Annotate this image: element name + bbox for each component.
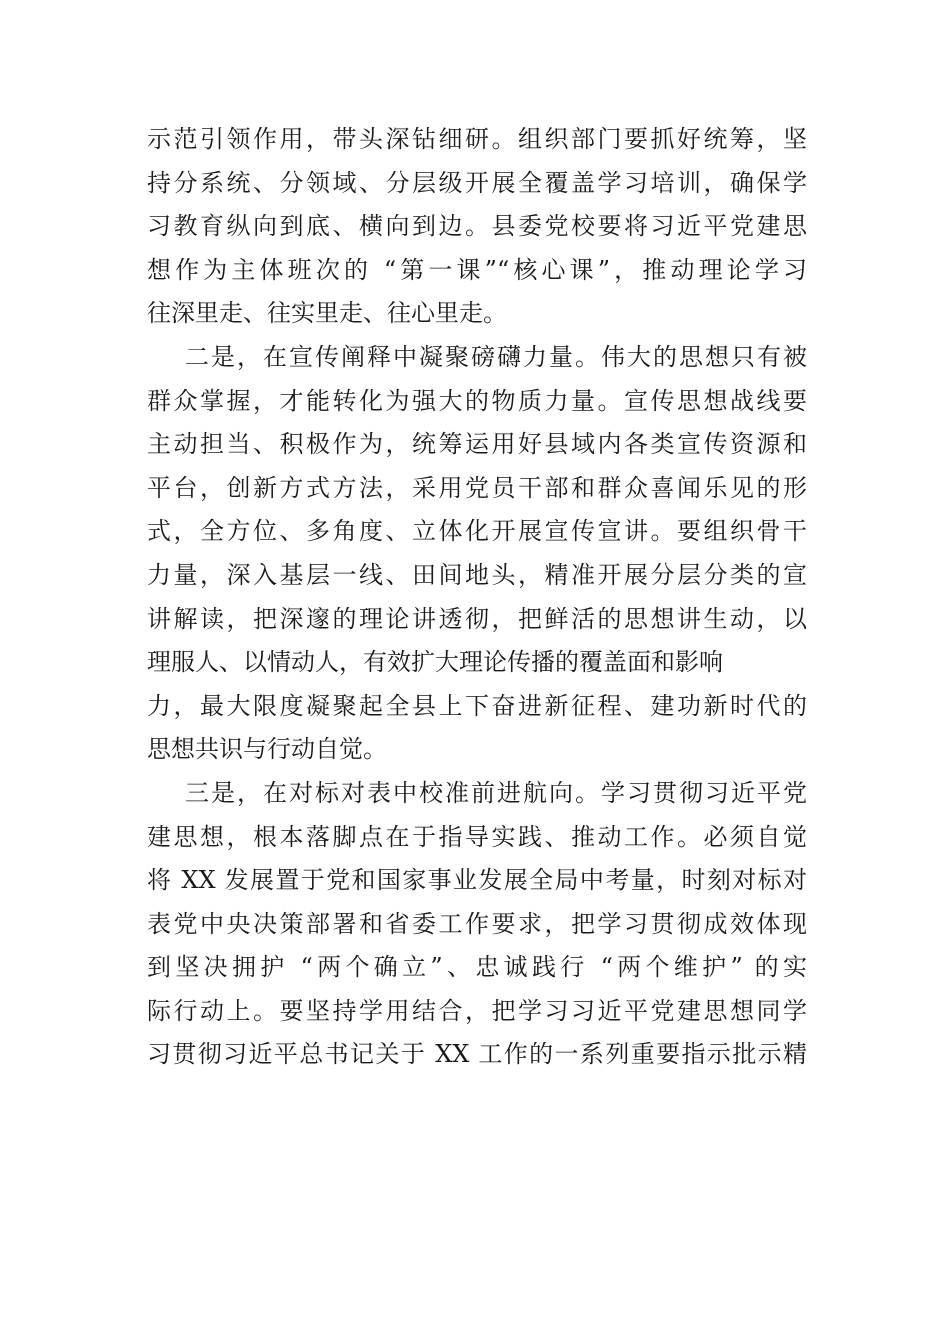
text-line: 习贯彻习近平总书记关于 XX 工作的一系列重要指示批示精 bbox=[147, 1040, 807, 1069]
text-line: 将 XX 发展置于党和国家事业发展全局中考量，时刻对标对 bbox=[147, 866, 807, 895]
text-line: 思想共识与行动自觉。 bbox=[147, 735, 387, 764]
text-line: 持分系统、分领域、分层级开展全覆盖学习培训，确保学 bbox=[147, 168, 807, 197]
text-line: 力量，深入基层一线、田间地头，精准开展分层分类的宣 bbox=[147, 560, 807, 589]
text-line: 习教育纵向到底、横向到边。县委党校要将习近平党建思 bbox=[147, 212, 807, 241]
text-line: 表党中央决策部署和省委工作要求，把学习贯彻成效体现 bbox=[147, 909, 807, 938]
text-line: 群众掌握，才能转化为强大的物质力量。宣传思想战线要 bbox=[147, 386, 807, 415]
text-line: 理服人、以情动人，有效扩大理论传播的覆盖面和影响 bbox=[147, 648, 723, 677]
text-line: 讲解读，把深邃的理论讲透彻，把鲜活的思想讲生动，以 bbox=[147, 604, 807, 633]
text-line: 式，全方位、多角度、立体化开展宣传宣讲。要组织骨干 bbox=[147, 517, 807, 546]
text-line: 际行动上。要坚持学用结合，把学习习近平党建思想同学 bbox=[147, 996, 807, 1025]
text-line: 二是，在宣传阐释中凝聚磅礴力量。伟大的思想只有被 bbox=[185, 342, 807, 371]
paragraph-2 bbox=[147, 336, 807, 772]
text-line: 示范引领作用，带头深钻细研。组织部门要抓好统筹，坚 bbox=[147, 125, 807, 153]
text-line: 建思想，根本落脚点在于指导实践、推动工作。必须自觉 bbox=[147, 822, 807, 851]
text-line: 平台，创新方式方法，采用党员干部和群众喜闻乐见的形 bbox=[147, 473, 807, 502]
paragraph-3 bbox=[147, 772, 807, 1077]
text-line: 力，最大限度凝聚起全县上下奋进新征程、建功新时代的 bbox=[147, 691, 807, 720]
text-line: 想作为主体班次的 “第一课”“核心课”，推动理论学习 bbox=[147, 255, 807, 284]
text-line: 到坚决拥护 “两个确立”、忠诚践行 “两个维护” 的实 bbox=[147, 953, 807, 982]
text-line: 三是，在对标对表中校准前进航向。学习贯彻习近平党 bbox=[185, 778, 807, 807]
text-line: 主动担当、积极作为，统筹运用好县域内各类宣传资源和 bbox=[147, 430, 807, 459]
text-line: 往深里走、往实里走、往心里走。 bbox=[147, 299, 507, 328]
paragraph-1 bbox=[147, 118, 807, 336]
document-body bbox=[147, 118, 807, 1077]
